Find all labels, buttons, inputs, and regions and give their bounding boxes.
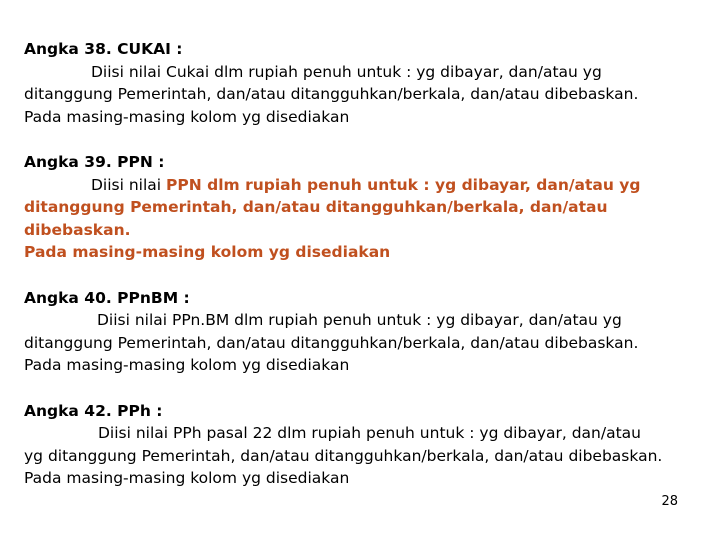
section-ppn — [24, 151, 696, 264]
section-text-line: Pada masing-masing kolom yg disediakan — [24, 107, 350, 126]
highlighted-text: PPN dlm rupiah penuh untuk : yg dibayar, dan/atau yg — [166, 175, 641, 194]
section-heading: Angka 39. PPN : — [24, 153, 165, 171]
page-number: 28 — [661, 494, 678, 509]
section-text-line: ditanggung Pemerintah, dan/atau ditangguhkan/berkala, dan/atau dibebaskan. — [24, 333, 639, 352]
section-text-line: Diisi nilai PPn.BM dlm rupiah penuh untuk : yg dibayar, dan/atau yg — [97, 311, 622, 329]
section-heading: Angka 42. PPh : — [24, 401, 163, 420]
section-text-line: Pada masing-masing kolom yg disediakan — [24, 356, 350, 374]
section-text-line: Diisi nilai Cukai dlm rupiah penuh untuk : yg dibayar, dan/atau yg — [91, 62, 602, 81]
highlighted-text: Pada masing-masing kolom yg disediakan — [24, 243, 391, 261]
section-heading: Angka 38. CUKAI : — [24, 40, 183, 58]
section-text-line: ditanggung Pemerintah, dan/atau ditangguhkan/berkala, dan/atau dibebaskan. — [24, 85, 639, 103]
section-ppnbm — [24, 287, 696, 377]
highlighted-text: ditanggung Pemerintah, dan/atau ditangguhkan/berkala, dan/atau — [24, 198, 608, 216]
section-cukai — [24, 38, 696, 128]
section-text-line: yg ditanggung Pemerintah, dan/atau ditangguhkan/berkala, dan/atau dibebaskan. — [24, 446, 663, 465]
slide-content — [24, 38, 696, 490]
section-text-line: Diisi nilai PPh pasal 22 dlm rupiah penuh untuk : yg dibayar, dan/atau — [98, 424, 641, 442]
section-heading: Angka 40. PPnBM : — [24, 288, 190, 307]
section-text-line — [24, 174, 696, 197]
section-pph — [24, 400, 696, 490]
section-text-lead: Diisi nilai — [91, 175, 167, 194]
section-text-line: Pada masing-masing kolom yg disediakan — [24, 469, 350, 487]
highlighted-text: dibebaskan. — [24, 220, 131, 239]
